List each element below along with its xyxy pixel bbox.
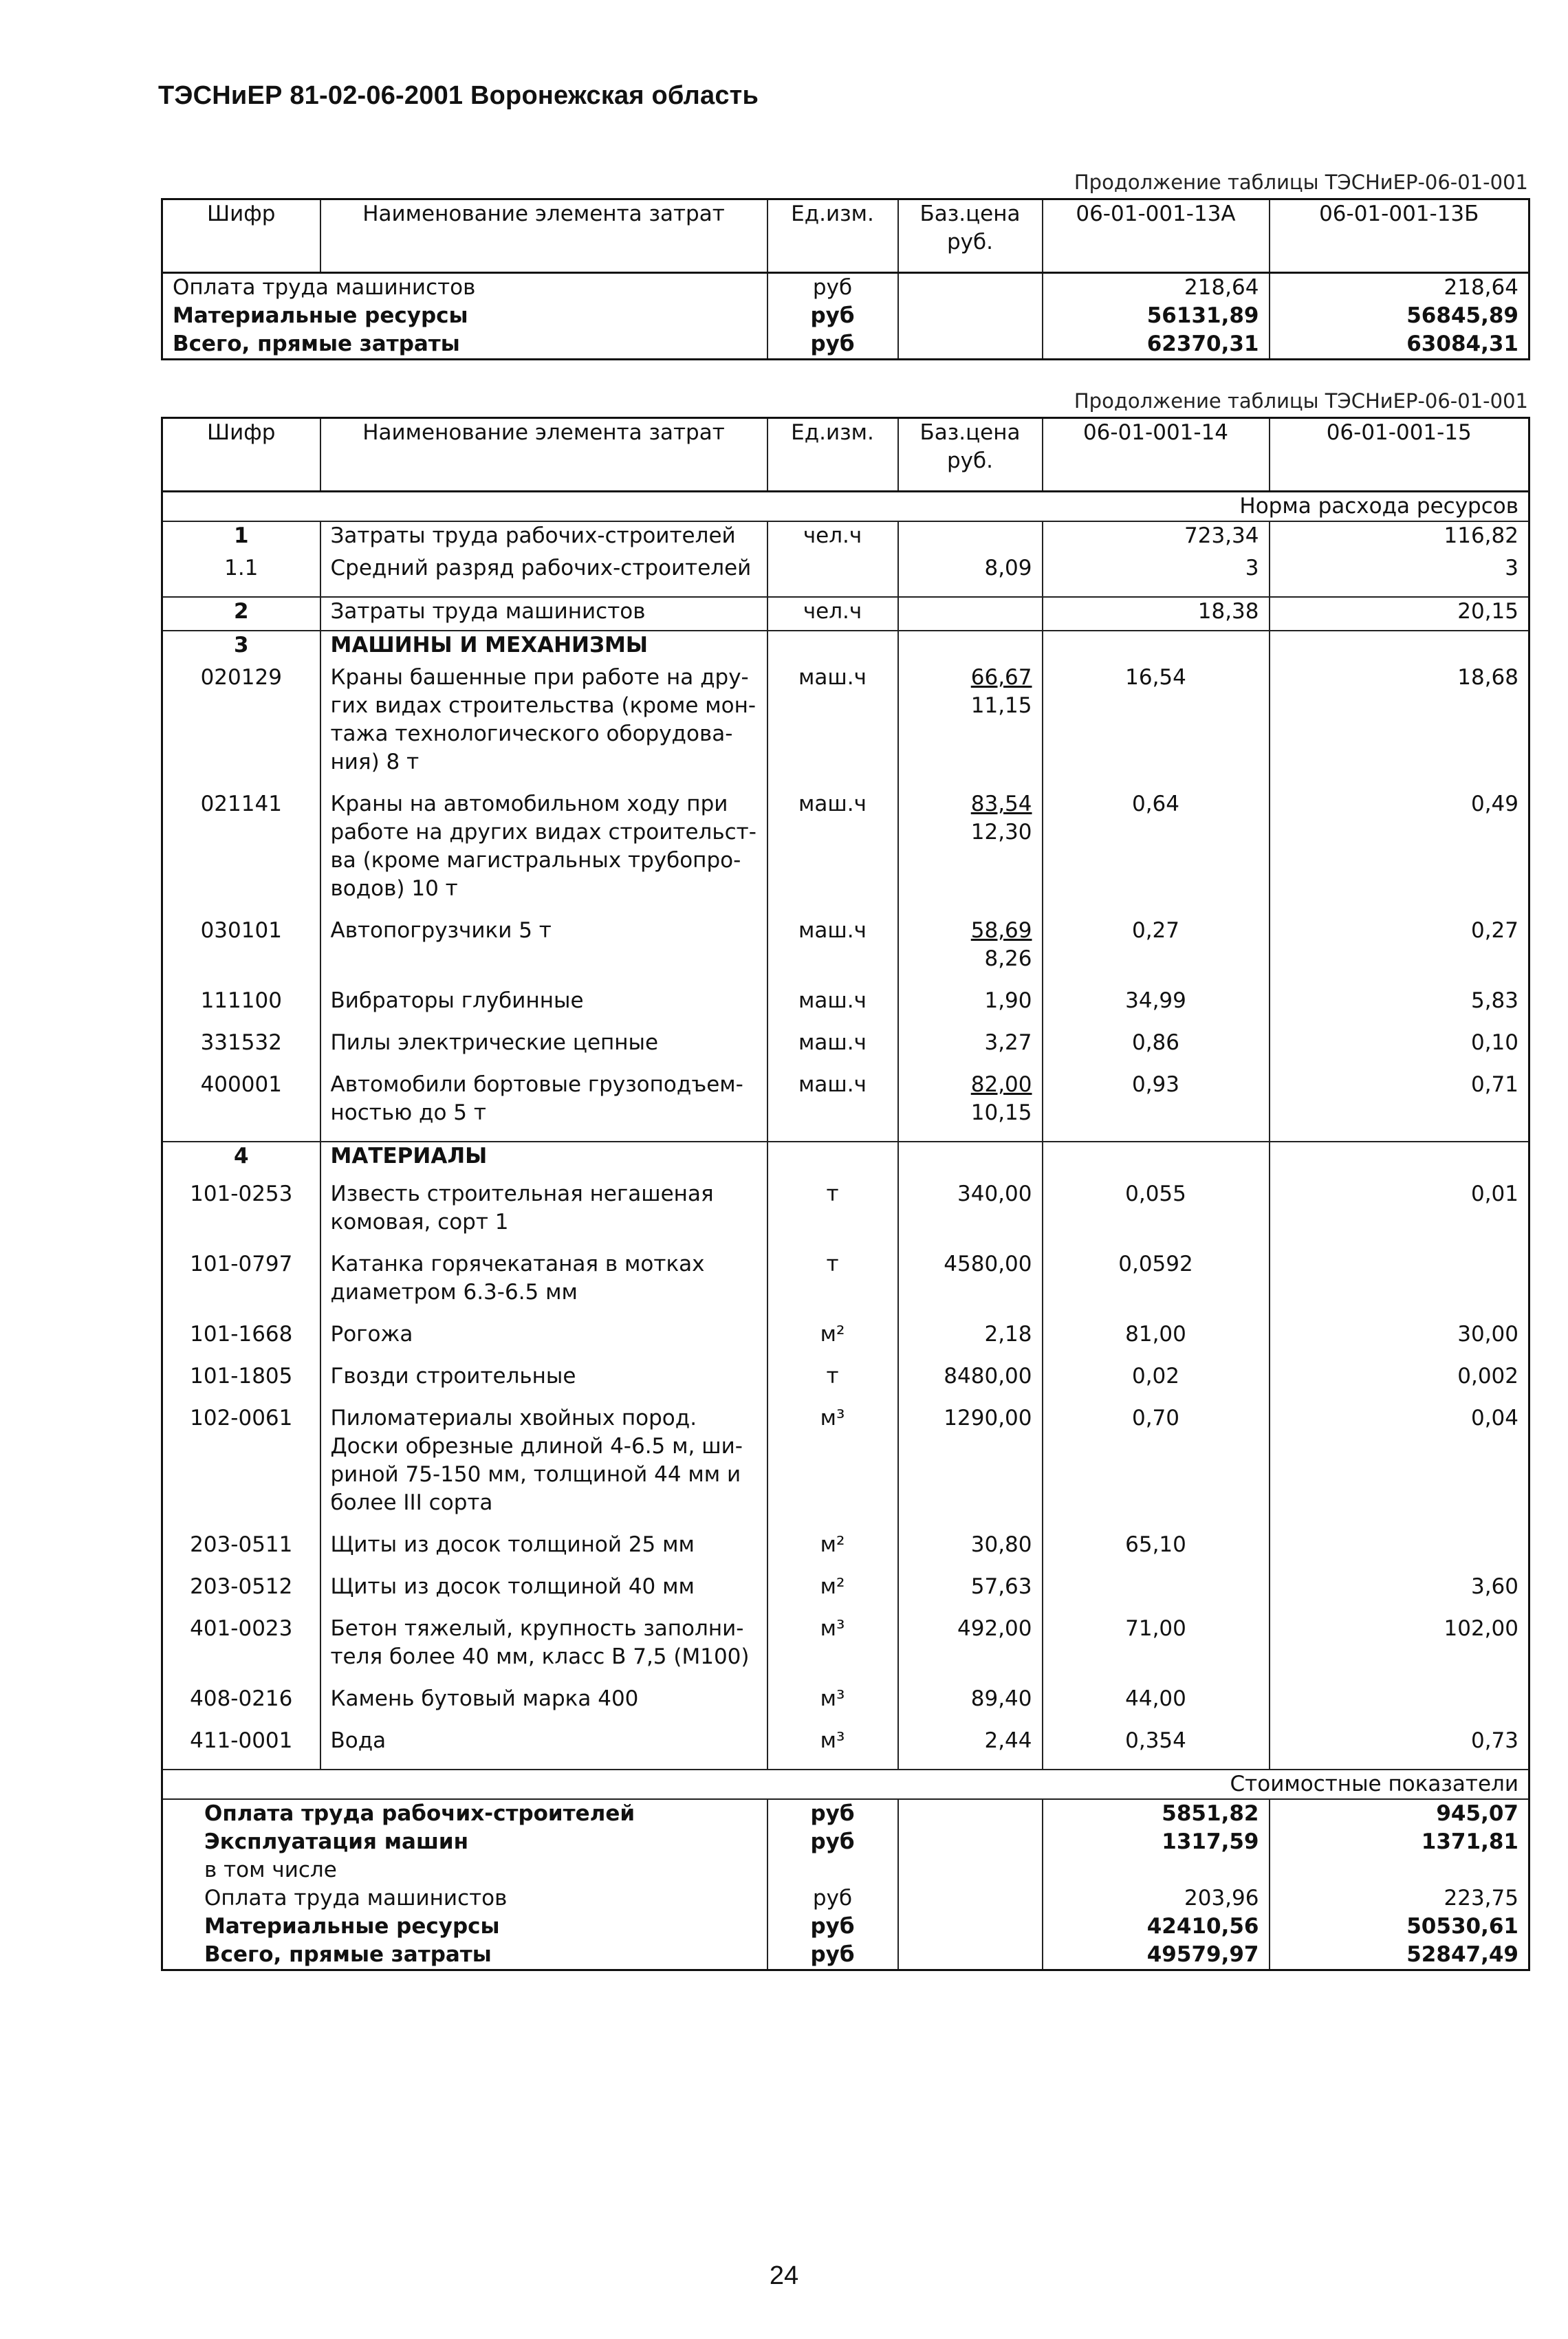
- table-row: [162, 1799, 1529, 1828]
- row-unit: маш.ч: [767, 790, 898, 917]
- col-header-v1: 06-01-001-13А: [1043, 199, 1270, 273]
- table-row: [162, 790, 1529, 917]
- price-value: 83,54: [970, 792, 1032, 816]
- table-row: [162, 1320, 1529, 1362]
- table-row: [162, 1531, 1529, 1573]
- row-unit: м³: [767, 1727, 898, 1770]
- row-value-1: 0,86: [1043, 1029, 1270, 1071]
- row-price: 89,40: [898, 1685, 1043, 1727]
- col-header-unit: Ед.изм.: [767, 418, 898, 492]
- price-wage-value: 12,30: [970, 820, 1032, 845]
- row-code: 1: [162, 521, 320, 554]
- row-name: Материальные ресурсы: [162, 302, 767, 330]
- row-code: 101-1668: [162, 1320, 320, 1362]
- row-price: [898, 1828, 1043, 1856]
- row-unit: руб: [767, 302, 898, 330]
- empty-cell: [1043, 1142, 1270, 1180]
- row-unit: маш.ч: [767, 1029, 898, 1071]
- row-value-1: 218,64: [1043, 273, 1270, 303]
- row-price: [898, 1941, 1043, 1970]
- table-row: [162, 1884, 1529, 1913]
- row-name: Пиломатериалы хвойных пород. Доски обрезные длиной 4-6.5 м, ши-риной 75-150 мм, толщиной 44 мм и более III сорта: [320, 1404, 767, 1531]
- table-row: [162, 1071, 1529, 1142]
- row-value-2: 0,002: [1270, 1362, 1529, 1404]
- table1-header-row: [162, 199, 1529, 273]
- row-price: [898, 521, 1043, 554]
- row-name: Оплата труда машинистов: [162, 273, 767, 303]
- table-row: [162, 1180, 1529, 1250]
- table-row: [162, 1615, 1529, 1685]
- row-price: 492,00: [898, 1615, 1043, 1685]
- row-unit: маш.ч: [767, 917, 898, 987]
- row-value-2: 52847,49: [1270, 1941, 1529, 1970]
- row-name: Щиты из досок толщиной 25 мм: [320, 1531, 767, 1573]
- row-price: [898, 664, 1043, 790]
- row-unit: руб: [767, 1941, 898, 1970]
- row-value-1: 203,96: [1043, 1884, 1270, 1913]
- row-unit: маш.ч: [767, 664, 898, 790]
- table-row: [162, 1828, 1529, 1856]
- row-name: Щиты из досок толщиной 40 мм: [320, 1573, 767, 1615]
- row-code: 203-0511: [162, 1531, 320, 1573]
- row-name: Автомобили бортовые грузоподъем-ностью до 5 т: [320, 1071, 767, 1142]
- row-value-1: 65,10: [1043, 1531, 1270, 1573]
- row-price: [898, 1913, 1043, 1941]
- section-code: 3: [162, 631, 320, 664]
- row-value-2: 3: [1270, 554, 1529, 597]
- empty-cell: [1043, 631, 1270, 664]
- row-name: Средний разряд рабочих-строителей: [320, 554, 767, 597]
- empty-cell: [1270, 631, 1529, 664]
- empty-cell: [898, 1142, 1043, 1180]
- row-unit: м³: [767, 1685, 898, 1727]
- row-code: 331532: [162, 1029, 320, 1071]
- row-value-2: 56845,89: [1270, 302, 1529, 330]
- row-value-2: 0,10: [1270, 1029, 1529, 1071]
- empty-cell: [1270, 1142, 1529, 1180]
- row-name: в том числе: [162, 1856, 767, 1884]
- row-name: Оплата труда машинистов: [162, 1884, 767, 1913]
- row-value-1: 62370,31: [1043, 330, 1270, 360]
- row-price: [898, 1029, 1043, 1071]
- row-value-2: 223,75: [1270, 1884, 1529, 1913]
- empty-cell: [898, 631, 1043, 664]
- row-unit: м³: [767, 1404, 898, 1531]
- row-name: Оплата труда рабочих-строителей: [162, 1799, 767, 1828]
- row-price: [898, 790, 1043, 917]
- table-row: [162, 1573, 1529, 1615]
- row-unit: руб: [767, 1884, 898, 1913]
- section-title: МАТЕРИАЛЫ: [320, 1142, 767, 1180]
- row-price: 8480,00: [898, 1362, 1043, 1404]
- row-name: Известь строительная негашеная комовая, сорт 1: [320, 1180, 767, 1250]
- row-value-2: [1270, 1685, 1529, 1727]
- row-unit: маш.ч: [767, 987, 898, 1029]
- row-name: Рогожа: [320, 1320, 767, 1362]
- table-row: [162, 554, 1529, 597]
- row-price: 8,09: [898, 554, 1043, 597]
- col-header-code: Шифр: [162, 418, 320, 492]
- row-value-1: 56131,89: [1043, 302, 1270, 330]
- machines-section: [162, 631, 1529, 1142]
- materials-section: [162, 1142, 1529, 1770]
- empty-cell: [767, 631, 898, 664]
- row-value-2: 0,71: [1270, 1071, 1529, 1142]
- col-header-code: Шифр: [162, 199, 320, 273]
- table-row: [162, 1362, 1529, 1404]
- row-value-1: 71,00: [1043, 1615, 1270, 1685]
- row-name: Гвозди строительные: [320, 1362, 767, 1404]
- row-value-1: 0,70: [1043, 1404, 1270, 1531]
- row-value-1: 16,54: [1043, 664, 1270, 790]
- row-value-1: 0,354: [1043, 1727, 1270, 1770]
- table-row: [162, 1941, 1529, 1970]
- row-value-2: 18,68: [1270, 664, 1529, 790]
- price-value: 3,27: [984, 1030, 1032, 1055]
- table-row: [162, 1685, 1529, 1727]
- row-unit: руб: [767, 330, 898, 360]
- row-value-1: 49579,97: [1043, 1941, 1270, 1970]
- row-value-1: 0,055: [1043, 1180, 1270, 1250]
- col-header-name: Наименование элемента затрат: [320, 418, 767, 492]
- row-name: Вода: [320, 1727, 767, 1770]
- row-price: 2,44: [898, 1727, 1043, 1770]
- row-price: [898, 917, 1043, 987]
- table-row: [162, 597, 1529, 631]
- cost-label: Стоимостные показатели: [162, 1770, 1529, 1799]
- row-price: [898, 273, 1043, 303]
- col-header-v2: 06-01-001-15: [1270, 418, 1529, 492]
- row-name: Вибраторы глубинные: [320, 987, 767, 1029]
- price-value: 66,67: [970, 665, 1032, 690]
- row-unit: м²: [767, 1320, 898, 1362]
- row-code: 101-1805: [162, 1362, 320, 1404]
- table-row: [162, 1856, 1529, 1884]
- row-value-2: [1270, 1856, 1529, 1884]
- row-value-1: 723,34: [1043, 521, 1270, 554]
- row-value-1: 0,02: [1043, 1362, 1270, 1404]
- row-value-1: 1317,59: [1043, 1828, 1270, 1856]
- row-value-2: 3,60: [1270, 1573, 1529, 1615]
- row-name: Всего, прямые затраты: [162, 1941, 767, 1970]
- row-unit: руб: [767, 1828, 898, 1856]
- page-number: 24: [769, 2261, 799, 2290]
- row-name: Затраты труда рабочих-строителей: [320, 521, 767, 554]
- table-row: [162, 1142, 1529, 1180]
- row-value-1: 42410,56: [1043, 1913, 1270, 1941]
- row-name: Всего, прямые затраты: [162, 330, 767, 360]
- table-row: [162, 1250, 1529, 1320]
- row-value-2: [1270, 1250, 1529, 1320]
- row-code: 2: [162, 597, 320, 631]
- row-value-1: 18,38: [1043, 597, 1270, 631]
- table-row: [162, 631, 1529, 664]
- row-name: Камень бутовый марка 400: [320, 1685, 767, 1727]
- row-value-1: 3: [1043, 554, 1270, 597]
- table-row: [162, 273, 1529, 303]
- row-name: Эксплуатация машин: [162, 1828, 767, 1856]
- table-row: [162, 1404, 1529, 1531]
- table-row: [162, 521, 1529, 554]
- row-code: 411-0001: [162, 1727, 320, 1770]
- row-name: Краны башенные при работе на дру-гих видах строительства (кроме мон-тажа технологического оборудова-ния) 8 т: [320, 664, 767, 790]
- row-value-2: 102,00: [1270, 1615, 1529, 1685]
- col-header-v2: 06-01-001-13Б: [1270, 199, 1529, 273]
- row-unit: т: [767, 1250, 898, 1320]
- row-value-2: 945,07: [1270, 1799, 1529, 1828]
- empty-cell: [767, 1142, 898, 1180]
- row-unit: [767, 1856, 898, 1884]
- price-value: 58,69: [970, 918, 1032, 943]
- row-code: 101-0253: [162, 1180, 320, 1250]
- row-value-1: 0,0592: [1043, 1250, 1270, 1320]
- row-value-1: 44,00: [1043, 1685, 1270, 1727]
- col-header-price: Баз.цена руб.: [898, 418, 1043, 492]
- row-value-1: 34,99: [1043, 987, 1270, 1029]
- col-header-name: Наименование элемента затрат: [320, 199, 767, 273]
- table1: [161, 198, 1530, 360]
- table-row: [162, 302, 1529, 330]
- row-code: 101-0797: [162, 1250, 320, 1320]
- row-name: Краны на автомобильном ходу при работе на других видах строительст-ва (кроме магистральных трубопро-водов) 10 т: [320, 790, 767, 917]
- row-unit: м²: [767, 1573, 898, 1615]
- table-row: [162, 1913, 1529, 1941]
- row-code: 020129: [162, 664, 320, 790]
- row-value-2: 5,83: [1270, 987, 1529, 1029]
- row-unit: т: [767, 1362, 898, 1404]
- row-unit: м²: [767, 1531, 898, 1573]
- row-code: 408-0216: [162, 1685, 320, 1727]
- row-price: 2,18: [898, 1320, 1043, 1362]
- row-value-2: 20,15: [1270, 597, 1529, 631]
- row-value-2: 63084,31: [1270, 330, 1529, 360]
- row-value-2: 30,00: [1270, 1320, 1529, 1362]
- row-unit: руб: [767, 1799, 898, 1828]
- row-name: Катанка горячекатаная в мотках диаметром 6.3-6.5 мм: [320, 1250, 767, 1320]
- price-wage-value: 11,15: [970, 693, 1032, 718]
- row-price: [898, 1799, 1043, 1828]
- row-value-2: 116,82: [1270, 521, 1529, 554]
- row-price: [898, 597, 1043, 631]
- price-value: 82,00: [970, 1072, 1032, 1097]
- row-value-2: 1371,81: [1270, 1828, 1529, 1856]
- norm-label-row: [162, 492, 1529, 522]
- row-code: 111100: [162, 987, 320, 1029]
- table-row: [162, 917, 1529, 987]
- row-name: Материальные ресурсы: [162, 1913, 767, 1941]
- section-code: 4: [162, 1142, 320, 1180]
- row-code: 401-0023: [162, 1615, 320, 1685]
- row-unit: маш.ч: [767, 1071, 898, 1142]
- price-wage-value: 10,15: [970, 1100, 1032, 1125]
- row-code: 203-0512: [162, 1573, 320, 1615]
- row-unit: [767, 554, 898, 597]
- row-value-1: 0,27: [1043, 917, 1270, 987]
- section-title: МАШИНЫ И МЕХАНИЗМЫ: [320, 631, 767, 664]
- row-value-1: 81,00: [1043, 1320, 1270, 1362]
- row-price: [898, 1884, 1043, 1913]
- row-unit: руб: [767, 1913, 898, 1941]
- table-row: [162, 1029, 1529, 1071]
- row-unit: чел.ч: [767, 597, 898, 631]
- price-value: 1,90: [984, 988, 1032, 1013]
- row-value-2: 0,27: [1270, 917, 1529, 987]
- table-row: [162, 1727, 1529, 1770]
- row-value-2: 0,49: [1270, 790, 1529, 917]
- row-unit: т: [767, 1180, 898, 1250]
- row-price: 4580,00: [898, 1250, 1043, 1320]
- row-code: 102-0061: [162, 1404, 320, 1531]
- table-row: [162, 664, 1529, 790]
- cost-label-row: [162, 1770, 1529, 1799]
- row-value-2: 0,73: [1270, 1727, 1529, 1770]
- row-price: [898, 302, 1043, 330]
- row-code: 400001: [162, 1071, 320, 1142]
- labor-section: [162, 521, 1529, 631]
- row-value-1: 0,64: [1043, 790, 1270, 917]
- col-header-v1: 06-01-001-14: [1043, 418, 1270, 492]
- row-value-2: 0,01: [1270, 1180, 1529, 1250]
- row-unit: чел.ч: [767, 521, 898, 554]
- row-name: Автопогрузчики 5 т: [320, 917, 767, 987]
- row-value-1: 0,93: [1043, 1071, 1270, 1142]
- row-price: [898, 1071, 1043, 1142]
- row-value-2: 218,64: [1270, 273, 1529, 303]
- price-wage-value: 8,26: [984, 946, 1032, 971]
- row-price: 1290,00: [898, 1404, 1043, 1531]
- row-unit: руб: [767, 273, 898, 303]
- row-value-2: 50530,61: [1270, 1913, 1529, 1941]
- row-code: 1.1: [162, 554, 320, 597]
- table-row: [162, 987, 1529, 1029]
- table2: [161, 417, 1530, 1971]
- document-title: ТЭСНиЕР 81-02-06-2001 Воронежская область: [158, 81, 759, 110]
- col-header-unit: Ед.изм.: [767, 199, 898, 273]
- table2-caption: Продолжение таблицы ТЭСНиЕР-06-01-001: [1074, 389, 1528, 413]
- row-value-2: [1270, 1531, 1529, 1573]
- col-header-price: Баз.цена руб.: [898, 199, 1043, 273]
- table-row: [162, 330, 1529, 360]
- row-price: 30,80: [898, 1531, 1043, 1573]
- row-price: [898, 987, 1043, 1029]
- row-code: 021141: [162, 790, 320, 917]
- row-value-1: [1043, 1573, 1270, 1615]
- row-price: 340,00: [898, 1180, 1043, 1250]
- row-price: [898, 1856, 1043, 1884]
- row-value-2: 0,04: [1270, 1404, 1529, 1531]
- row-unit: м³: [767, 1615, 898, 1685]
- norm-label: Норма расхода ресурсов: [162, 492, 1529, 522]
- costs-section: [162, 1799, 1529, 1970]
- row-value-1: 5851,82: [1043, 1799, 1270, 1828]
- row-name: Пилы электрические цепные: [320, 1029, 767, 1071]
- table1-caption: Продолжение таблицы ТЭСНиЕР-06-01-001: [1074, 171, 1528, 194]
- row-name: Бетон тяжелый, крупность заполни-теля более 40 мм, класс В 7,5 (М100): [320, 1615, 767, 1685]
- table2-header-row: [162, 418, 1529, 492]
- row-price: [898, 330, 1043, 360]
- row-name: Затраты труда машинистов: [320, 597, 767, 631]
- row-value-1: [1043, 1856, 1270, 1884]
- row-code: 030101: [162, 917, 320, 987]
- row-price: 57,63: [898, 1573, 1043, 1615]
